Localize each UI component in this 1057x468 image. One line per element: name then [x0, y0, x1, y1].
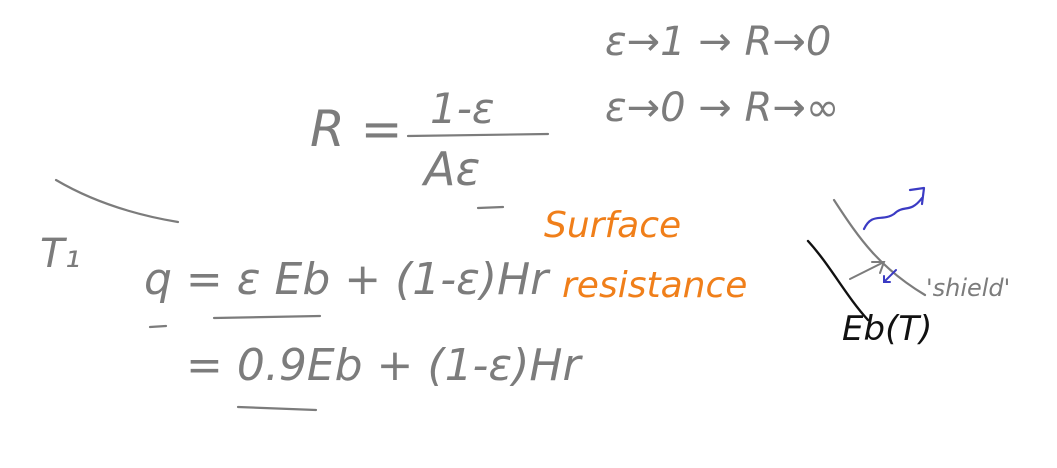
t1-surface-curve [56, 180, 178, 222]
resistance-word: resistance [562, 265, 748, 306]
q-underline [150, 326, 166, 327]
t1-label: T₁ [40, 231, 81, 277]
q-equation-line-2: = 0.9Eb + (1-ε)Hr [186, 340, 581, 391]
fraction-bar [408, 134, 548, 136]
eb-label: Eb(T) [842, 309, 933, 349]
epsilon-underline [478, 207, 503, 208]
surface-word: Surface [544, 205, 682, 246]
gray-arrow [850, 262, 884, 279]
underline-09eb [238, 407, 316, 410]
resistance-numerator: 1-ε [430, 84, 495, 133]
resistance-denominator: Aε [424, 142, 481, 196]
blue-radiation-arrow [864, 188, 924, 229]
shield-curve [834, 200, 925, 295]
overline-09eb [214, 316, 320, 318]
resistance-lhs: R = [310, 100, 403, 158]
limit-eps-0: ε→0 → R→∞ [605, 85, 840, 131]
limit-eps-1: ε→1 → R→0 [605, 19, 832, 65]
blue-reflect-arrow [884, 270, 896, 282]
q-equation-line-1: q = ε Eb + (1-ε)Hr [144, 254, 549, 305]
shield-label: 'shield' [926, 274, 1011, 302]
